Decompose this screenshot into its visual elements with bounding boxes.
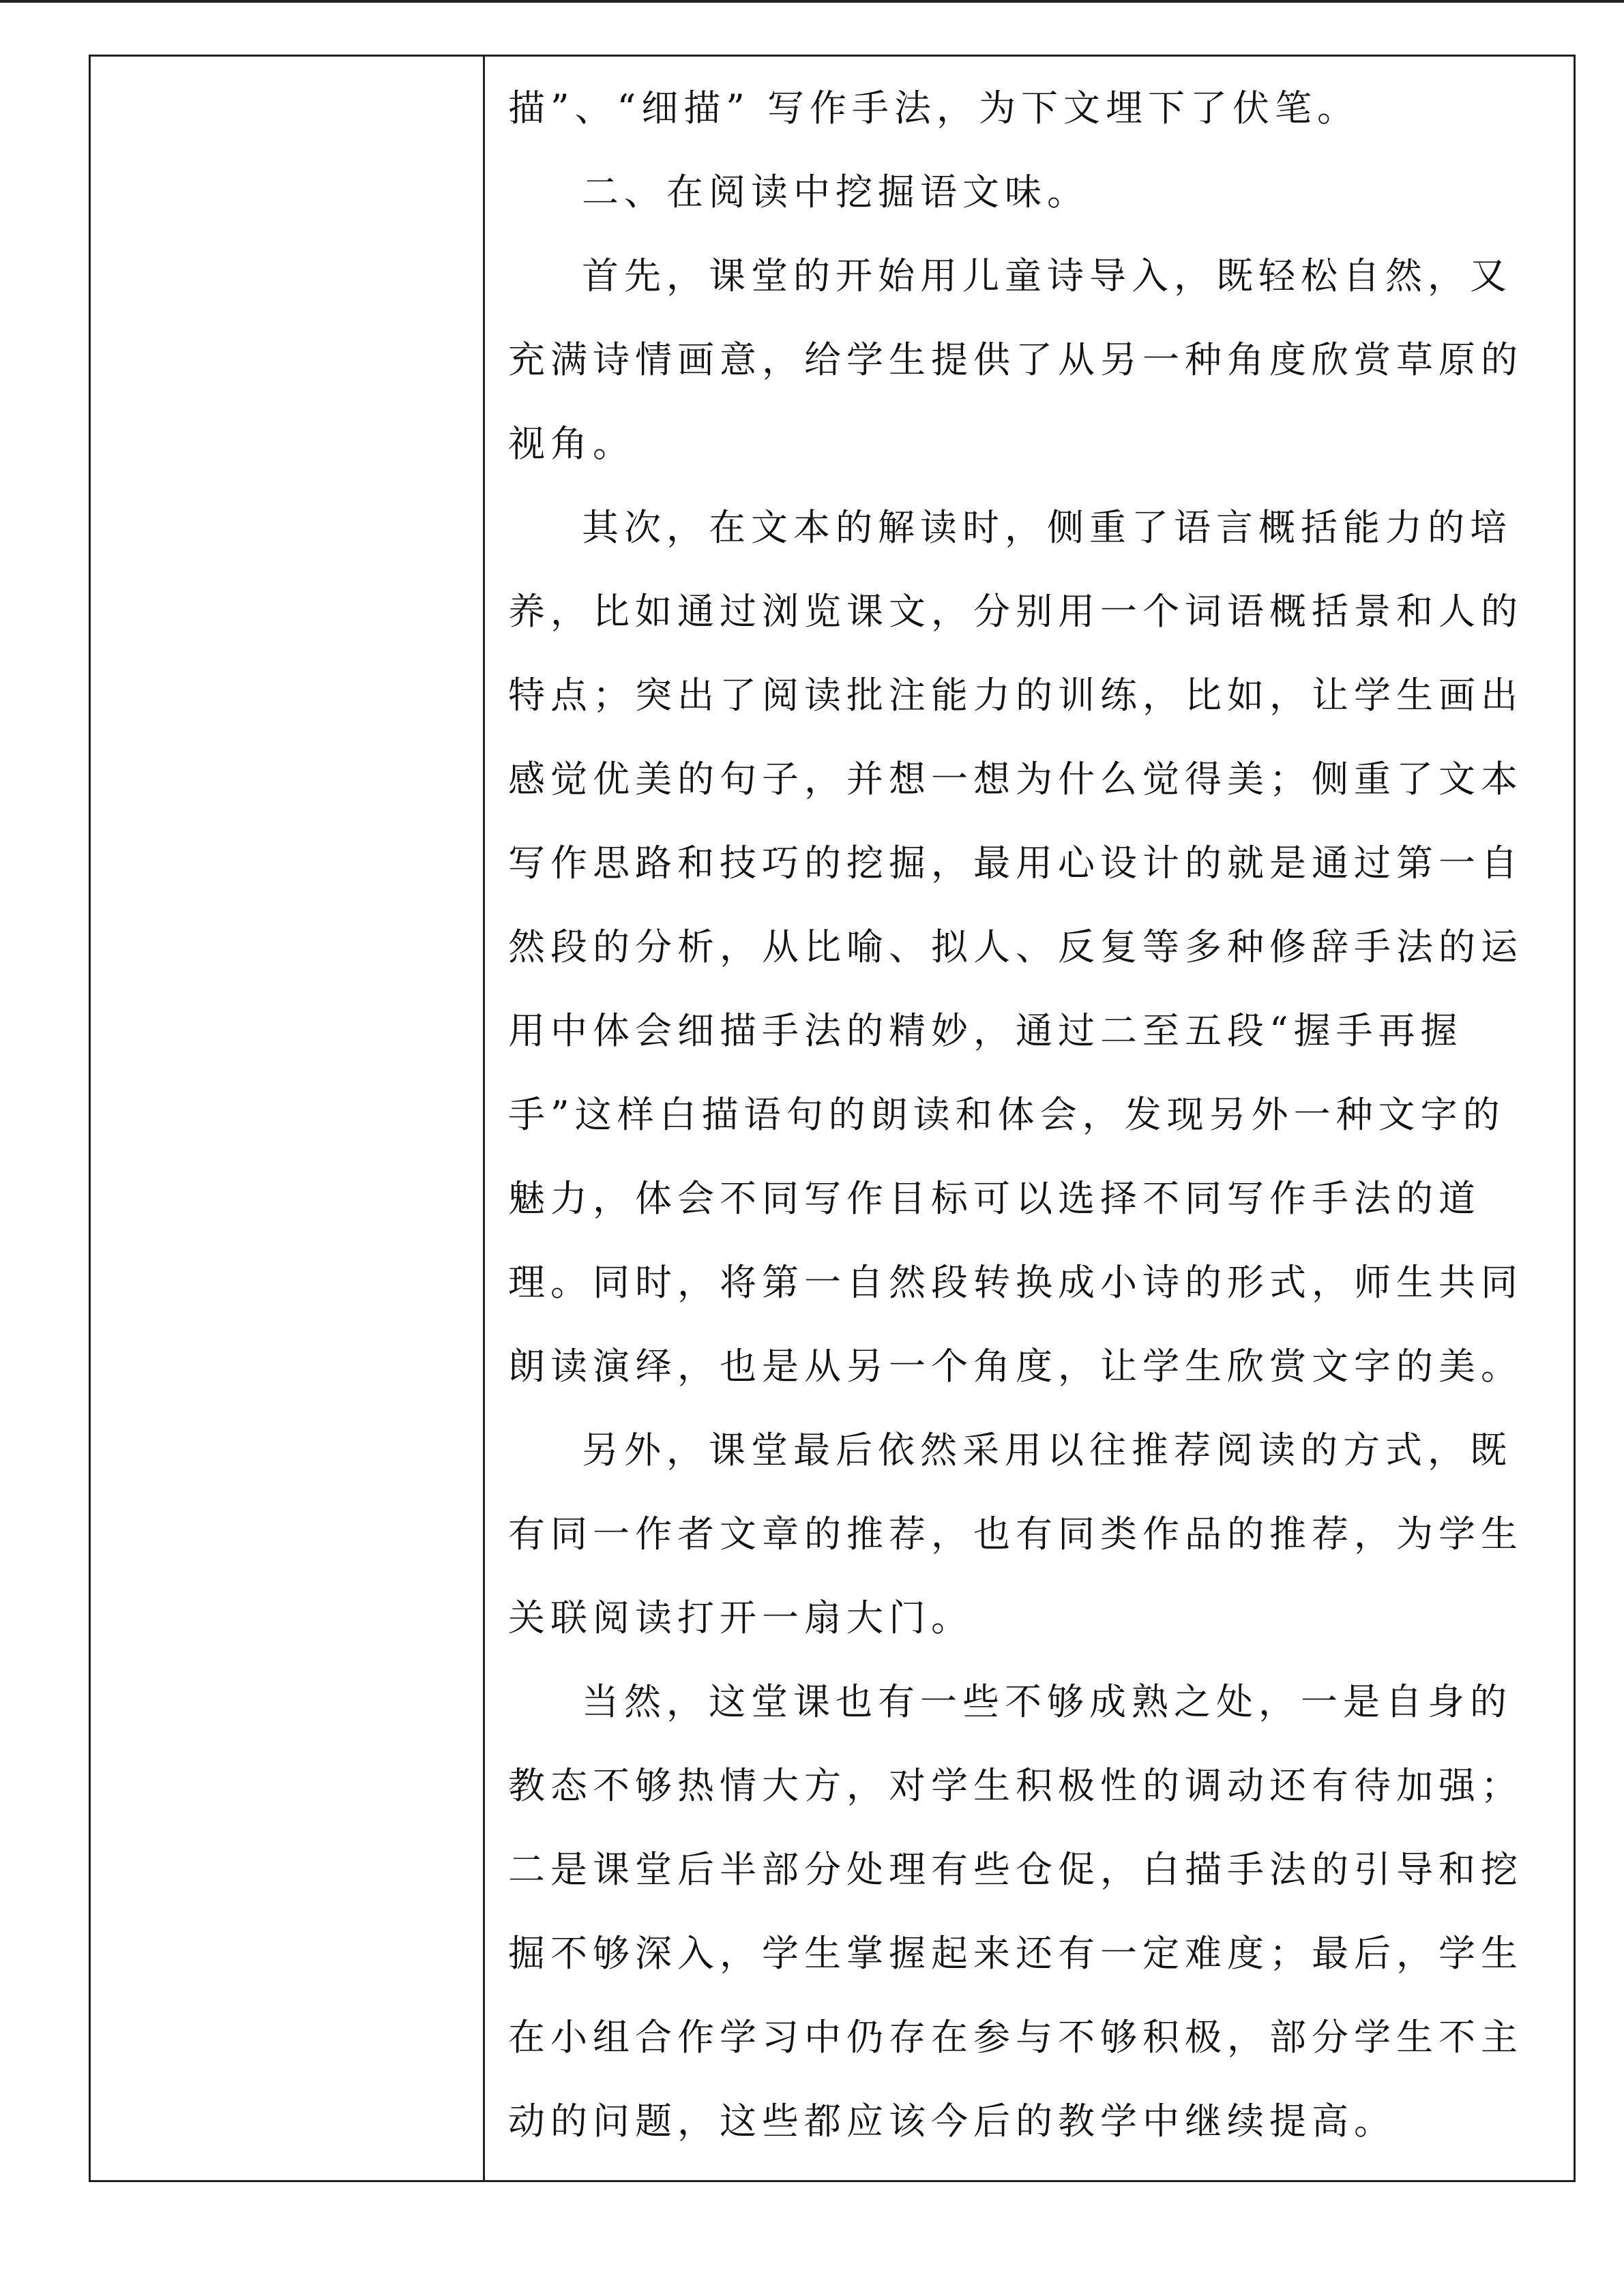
paragraph-section-heading: 二、在阅读中挖掘语文味。	[582, 170, 1089, 213]
paragraph-shortcomings: 当然，这堂课也有一些不够成熟之处，一是自身的教态不够热情大方，对学生积极性的调动还有待加强；二是课堂后半部分处理有些仓促，白描手法的引导和挖掘不够深入，学生掌握起来还有一定难度；最后，学生在小组合作学习中仍存在参与不够积极，部分学生不主动的问题，这些都应该今后的教学中继续提高。	[508, 1680, 1523, 2143]
paragraph-first-point: 首先，课堂的开始用儿童诗导入，既轻松自然，又充满诗情画意，给学生提供了从另一种角度欣赏草原的视角。	[508, 254, 1523, 465]
paragraph-continuation: 描”、“细描” 写作手法，为下文埋下了伏笔。	[508, 87, 1359, 130]
paragraph-third-point: 另外，课堂最后依然采用以往推荐阅读的方式，既有同一作者文章的推荐，也有同类作品的推荐，为学生关联阅读打开一扇大门。	[508, 1429, 1523, 1639]
paragraph-second-point: 其次，在文本的解读时，侧重了语言概括能力的培养，比如通过浏览课文，分别用一个词语概括景和人的特点；突出了阅读批注能力的训练，比如，让学生画出感觉优美的句子，并想一想为什么觉得美；侧重了文本写作思路和技巧的挖掘，最用心设计的就是通过第一自然段的分析，从比喻、拟人、反复等多种修辞手法的运用中体会细描手法的精妙，通过二至五段“握手再握手”这样白描语句的朗读和体会，发现另外一种文字的魅力，体会不同写作目标可以选择不同写作手法的道理。同时，将第一自然段转换成小诗的形式，师生共同朗读演绎，也是从另一个角度，让学生欣赏文字的美。	[508, 506, 1523, 1388]
table-content-cell	[485, 57, 1574, 2180]
table-label-cell	[91, 57, 485, 2180]
reflection-table	[89, 55, 1576, 2182]
page-top-rule	[0, 0, 1624, 3]
